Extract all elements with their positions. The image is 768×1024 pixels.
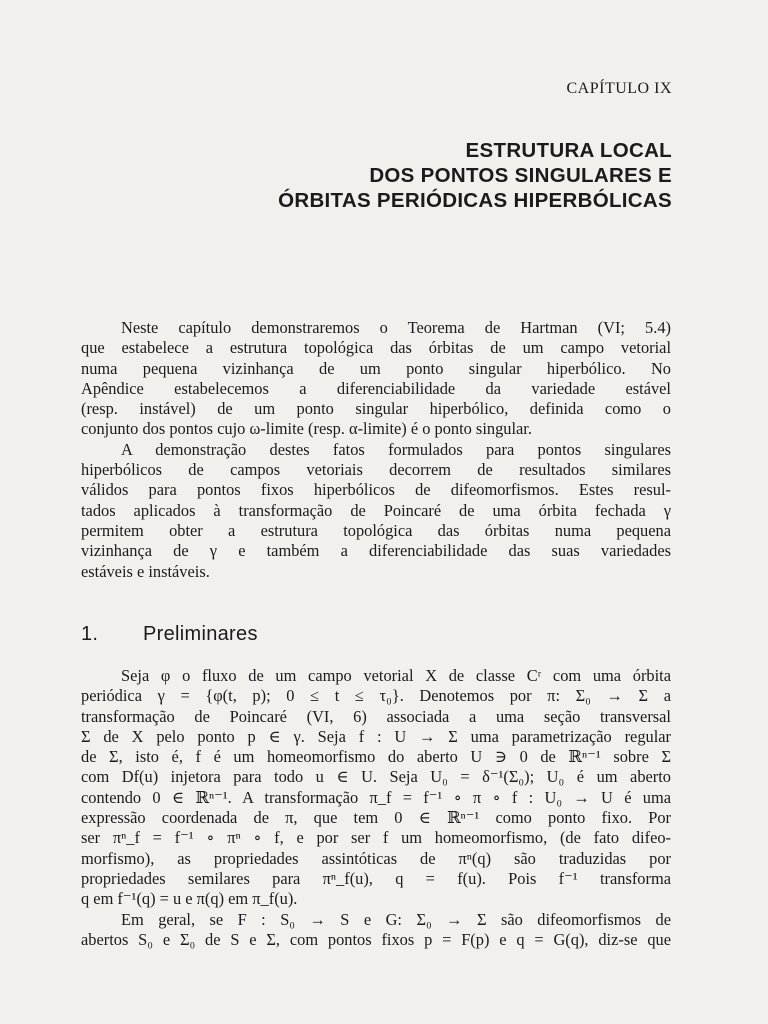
text-line: hiperbólicos de campos vetoriais decorrem de resultados similares xyxy=(81,460,671,480)
text-line: morfismo), as propriedades assintóticas de πⁿ(q) são traduzidas por xyxy=(81,848,671,868)
text-line: ser πⁿ_f = f⁻¹ ∘ πⁿ ∘ f, e por ser f um homeomorfismo, (de fato difeo- xyxy=(81,828,671,848)
text-line: estáveis e instáveis. xyxy=(81,561,210,581)
text-line: com Df(u) injetora para todo u ∈ U. Seja U₀ = δ⁻¹(Σ₀); U₀ é um aberto xyxy=(81,767,671,787)
title-line: ESTRUTURA LOCAL xyxy=(465,139,672,162)
text-line: periódica γ = {φ(t, p); 0 ≤ t ≤ τ₀}. Denotemos por π: Σ₀ → Σ a xyxy=(81,686,671,706)
chapter-title xyxy=(278,138,672,213)
text-line: Em geral, se F : S₀ → S e G: Σ₀ → Σ são difeomorfismos de xyxy=(121,909,671,929)
text-line: A demonstração destes fatos formulados para pontos singulares xyxy=(121,439,671,459)
section-heading xyxy=(81,623,258,646)
text-line: propriedades semilares para πⁿ_f(u), q = f(u). Pois f⁻¹ transforma xyxy=(81,868,671,888)
section-title: Preliminares xyxy=(143,623,258,645)
text-line: (resp. instável) de um ponto singular hiperbólico, definida como o xyxy=(81,399,671,419)
text-line: numa pequena vizinhança de um ponto singular hiperbólico. No xyxy=(81,358,671,378)
text-line: expressão coordenada de π, que tem 0 ∈ ℝⁿ⁻¹ como ponto fixo. Por xyxy=(81,808,671,828)
section-paragraphs xyxy=(81,666,671,950)
chapter-label: CAPÍTULO IX xyxy=(566,80,672,97)
text-line: q em f⁻¹(q) = u e π(q) em π_f(u). xyxy=(81,889,298,909)
text-line: contendo 0 ∈ ℝⁿ⁻¹. A transformação π_f = f⁻¹ ∘ π ∘ f : U₀ → U é uma xyxy=(81,787,671,807)
text-line: abertos S₀ e Σ₀ de S e Σ, com pontos fixos p = F(p) e q = G(q), diz-se que xyxy=(81,929,671,949)
title-line: DOS PONTOS SINGULARES E xyxy=(369,164,672,187)
text-line: conjunto dos pontos cujo ω-limite (resp. α-limite) é o ponto singular. xyxy=(81,419,532,439)
text-line: Neste capítulo demonstraremos o Teorema de Hartman (VI; 5.4) xyxy=(121,318,671,337)
intro-paragraphs xyxy=(81,318,671,582)
title-line: ÓRBITAS PERIÓDICAS HIPERBÓLICAS xyxy=(278,189,672,212)
text-line: Apêndice estabelecemos a diferenciabilidade da variedade estável xyxy=(81,378,671,398)
text-line: Σ de X pelo ponto p ∈ γ. Seja f : U → Σ uma parametrização regular xyxy=(81,726,671,746)
section-number: 1. xyxy=(81,623,99,645)
text-line: de Σ, isto é, f é um homeomorfismo do aberto U ∋ 0 de ℝⁿ⁻¹ sobre Σ xyxy=(81,747,671,767)
text-line: que estabelece a estrutura topológica das órbitas de um campo vetorial xyxy=(81,338,671,358)
text-line: vizinhança de γ e também a diferenciabilidade das suas variedades xyxy=(81,541,671,561)
text-line: Seja φ o fluxo de um campo vetorial X de classe Cʳ com uma órbita xyxy=(121,666,671,685)
text-line: transformação de Poincaré (VI, 6) associada a uma seção transversal xyxy=(81,706,671,726)
text-line: tados aplicados à transformação de Poincaré de uma órbita fechada γ xyxy=(81,500,671,520)
text-line: permitem obter a estrutura topológica das órbitas numa pequena xyxy=(81,520,671,540)
text-line: válidos para pontos fixos hiperbólicos de difeomorfismos. Estes resul- xyxy=(81,480,671,500)
